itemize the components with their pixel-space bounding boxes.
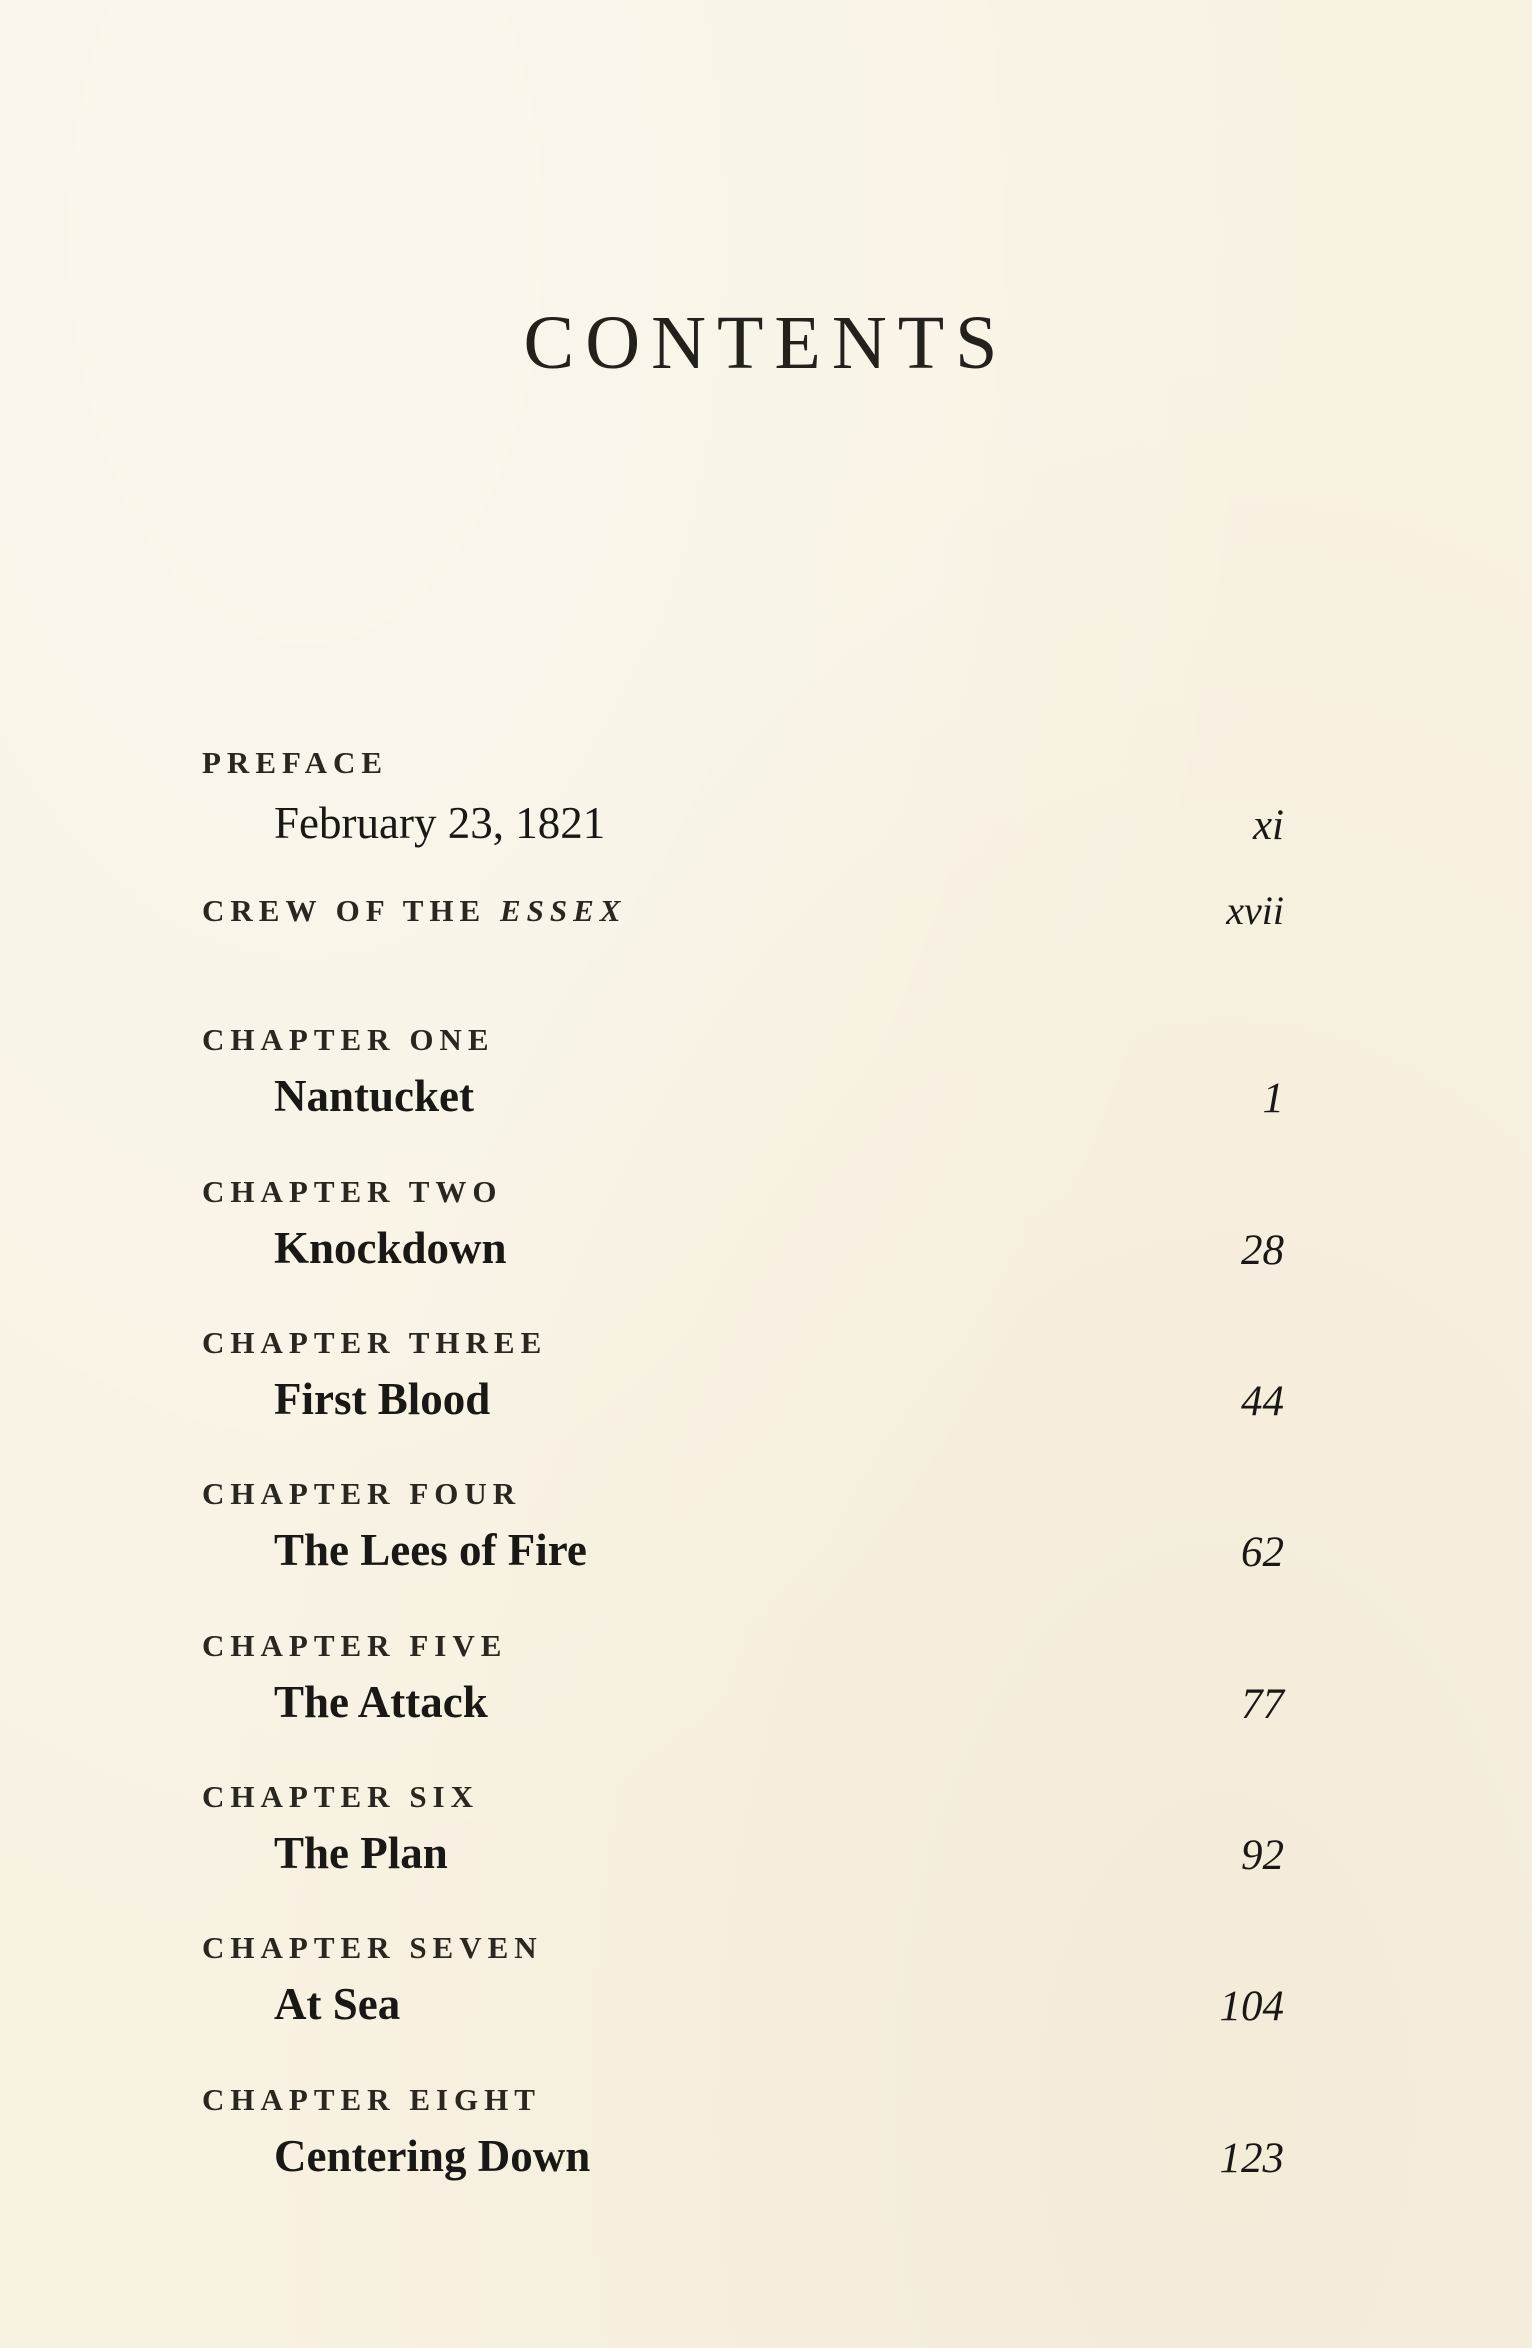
entry-label-prefix: CREW OF THE: [202, 893, 500, 928]
chapter-label: CHAPTER SEVEN: [202, 1930, 543, 1965]
chapter-label: CHAPTER THREE: [202, 1325, 548, 1360]
chapter-title[interactable]: At Sea: [274, 1979, 401, 2029]
chapter-page-number[interactable]: 123: [1219, 2135, 1284, 2182]
entry-label: [202, 893, 626, 929]
chapter-label: CHAPTER TWO: [202, 1174, 503, 1209]
chapter-title[interactable]: First Blood: [274, 1374, 491, 1424]
entry-label-ship-name: ESSEX: [499, 893, 627, 928]
entry-label: PREFACE: [202, 745, 389, 780]
chapter-page-number[interactable]: 104: [1219, 1983, 1284, 2030]
chapter-title[interactable]: The Lees of Fire: [274, 1525, 587, 1575]
entry-page-number[interactable]: xi: [1252, 802, 1284, 849]
chapter-label: CHAPTER SIX: [202, 1779, 480, 1814]
chapter-label: CHAPTER FIVE: [202, 1628, 508, 1663]
chapter-label: CHAPTER ONE: [202, 1022, 495, 1057]
page-title: CONTENTS: [523, 301, 1009, 385]
chapter-page-number[interactable]: 92: [1241, 1832, 1284, 1879]
chapter-page-number[interactable]: 77: [1241, 1681, 1284, 1728]
chapter-title[interactable]: The Attack: [274, 1677, 488, 1727]
chapter-page-number[interactable]: 44: [1241, 1378, 1284, 1425]
entry-page-number[interactable]: xvii: [1226, 888, 1284, 933]
entry-title[interactable]: February 23, 1821: [274, 798, 606, 848]
chapter-title[interactable]: Knockdown: [274, 1223, 507, 1273]
chapter-label: CHAPTER FOUR: [202, 1476, 522, 1511]
chapter-page-number[interactable]: 1: [1262, 1075, 1284, 1122]
chapter-title[interactable]: The Plan: [274, 1828, 448, 1878]
chapter-page-number[interactable]: 28: [1241, 1227, 1284, 1274]
chapter-title[interactable]: Nantucket: [274, 1071, 474, 1121]
chapter-page-number[interactable]: 62: [1241, 1529, 1284, 1576]
chapter-label: CHAPTER EIGHT: [202, 2082, 541, 2117]
chapter-title[interactable]: Centering Down: [274, 2131, 591, 2181]
